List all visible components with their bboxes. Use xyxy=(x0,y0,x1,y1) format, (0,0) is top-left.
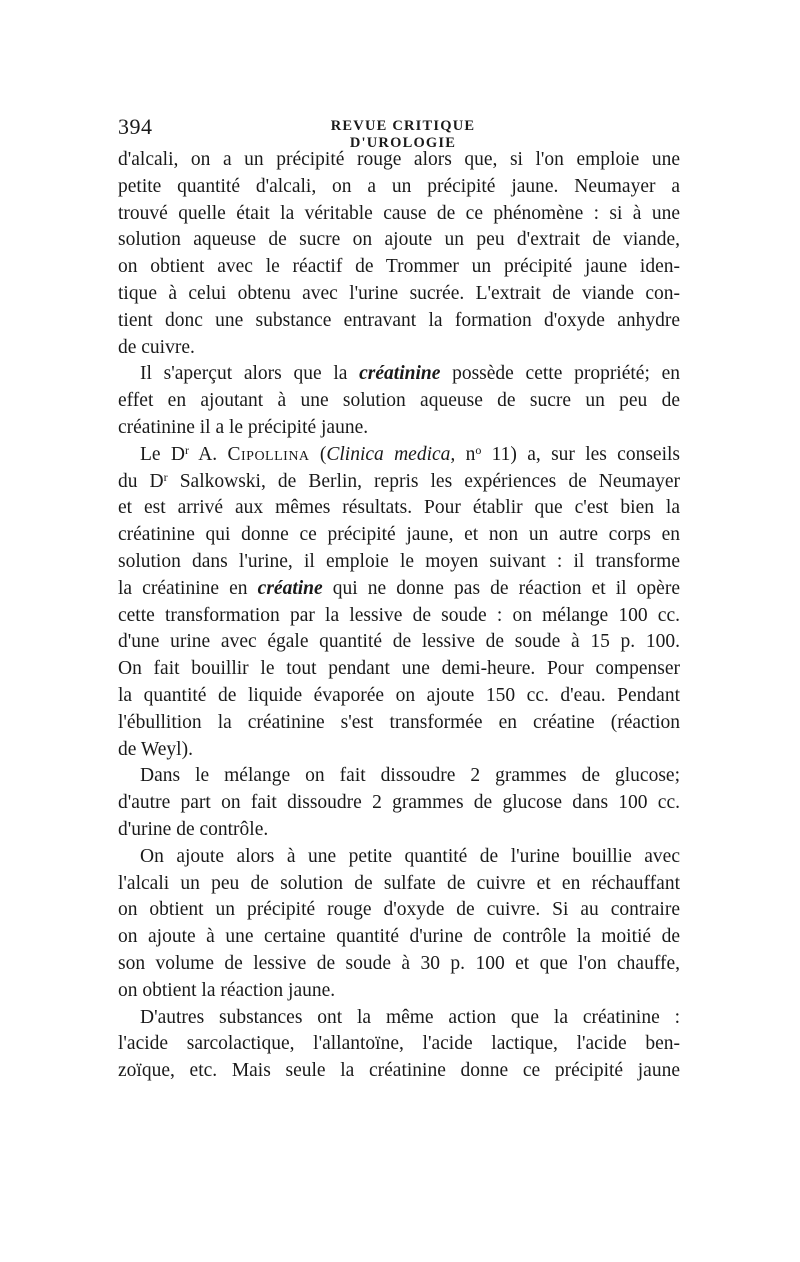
text-line: l'alcali un peu de solution de sulfate de cuivre et en réchauffant xyxy=(118,872,680,894)
text-line: et est arrivé aux mêmes résultats. Pour établir que c'est bien la xyxy=(118,497,680,519)
text-line: effet en ajoutant à une solution aqueuse de sucre un peu de xyxy=(118,390,680,412)
text-line xyxy=(118,361,680,388)
text-line: D'autres substances ont la même action que la créatinine : xyxy=(140,1006,680,1028)
text-line: solution dans l'urine, il emploie le moyen suivant : il transforme xyxy=(118,550,680,572)
text-line: trouvé quelle était la véritable cause de ce phénomène : si à une xyxy=(118,202,680,224)
text-line: l'acide sarcolactique, l'allantoïne, l'acide lactique, l'acide ben- xyxy=(118,1033,680,1055)
text-line: on ajoute à une certaine quantité d'urine de contrôle la moitié de xyxy=(118,926,680,948)
text-segment: Il s'aperçut alors que la xyxy=(140,363,360,385)
running-title: REVUE CRITIQUE D'UROLOGIE xyxy=(330,118,476,151)
page-header xyxy=(118,114,680,151)
text-line: d'alcali, on a un précipité rouge alors que, si l'on emploie une xyxy=(118,149,680,170)
text-line: petite quantité d'alcali, on a un précipité jaune. Neumayer a xyxy=(118,175,680,197)
text-line: de Weyl). xyxy=(118,738,193,760)
superscript: o xyxy=(475,442,482,457)
text-line: tique à celui obtenu avec l'urine sucrée. L'extrait de viande con- xyxy=(118,282,680,304)
text-segment: la créatinine en xyxy=(118,577,258,599)
text-segment: Salkowski, de Berlin, repris les expériences de Neumayer xyxy=(167,470,680,492)
text-line xyxy=(118,576,680,603)
text-line: zoïque, etc. Mais seule la créatinine donne ce précipité jaune xyxy=(118,1060,680,1082)
text-line: on obtient avec le réactif de Trommer un précipité jaune iden- xyxy=(118,256,680,278)
text-segment: du D xyxy=(118,470,164,492)
author-name: Cipollina xyxy=(227,443,310,465)
text-line: cette transformation par la lessive de soude : on mélange 100 cc. xyxy=(118,604,680,626)
text-segment: 11) a, sur les conseils xyxy=(481,443,681,465)
superscript: r xyxy=(184,442,189,457)
text-segment: ( xyxy=(309,443,327,465)
journal-title: Clinica medica, xyxy=(326,443,456,465)
text-line: on obtient la réaction jaune. xyxy=(118,979,336,1001)
text-line: on obtient un précipité rouge d'oxyde de cuivre. Si au contraire xyxy=(118,899,680,921)
italic-term: créatinine xyxy=(359,363,441,385)
text-line: créatinine qui donne ce précipité jaune, et non un autre corps en xyxy=(118,524,680,546)
text-line: d'urine de contrôle. xyxy=(118,818,269,840)
text-segment: A. xyxy=(188,443,228,465)
text-line: tient donc une substance entravant la formation d'oxyde anhydre xyxy=(118,309,680,331)
text-line: On ajoute alors à une petite quantité de l'urine bouillie avec xyxy=(140,845,680,867)
body-text xyxy=(118,147,680,1085)
text-line: d'autre part on fait dissoudre 2 grammes de glucose dans 100 cc. xyxy=(118,792,680,814)
page-number: 394 xyxy=(118,114,153,139)
text-segment: n xyxy=(455,443,476,465)
superscript: r xyxy=(163,469,168,484)
text-line: solution aqueuse de sucre on ajoute un peu d'extrait de viande, xyxy=(118,229,680,251)
text-line: Dans le mélange on fait dissoudre 2 grammes de glucose; xyxy=(140,765,680,787)
text-line: On fait bouillir le tout pendant une demi-heure. Pour compenser xyxy=(118,658,680,680)
text-segment: Le D xyxy=(140,443,185,465)
text-line: l'ébullition la créatinine s'est transformée en créatine (réaction xyxy=(118,711,680,733)
text-line xyxy=(118,469,680,496)
italic-term: créatine xyxy=(257,577,323,599)
text-segment: possède cette propriété; en xyxy=(440,363,680,385)
text-line: d'une urine avec égale quantité de lessive de soude à 15 p. 100. xyxy=(118,631,680,653)
text-line xyxy=(118,442,680,469)
text-line: de cuivre. xyxy=(118,336,195,358)
text-line: son volume de lessive de soude à 30 p. 100 et que l'on chauffe, xyxy=(118,952,680,974)
text-segment: qui ne donne pas de réaction et il opère xyxy=(322,577,680,599)
text-line: la quantité de liquide évaporée on ajoute 150 cc. d'eau. Pendant xyxy=(118,684,680,706)
text-line: créatinine il a le précipité jaune. xyxy=(118,416,369,438)
